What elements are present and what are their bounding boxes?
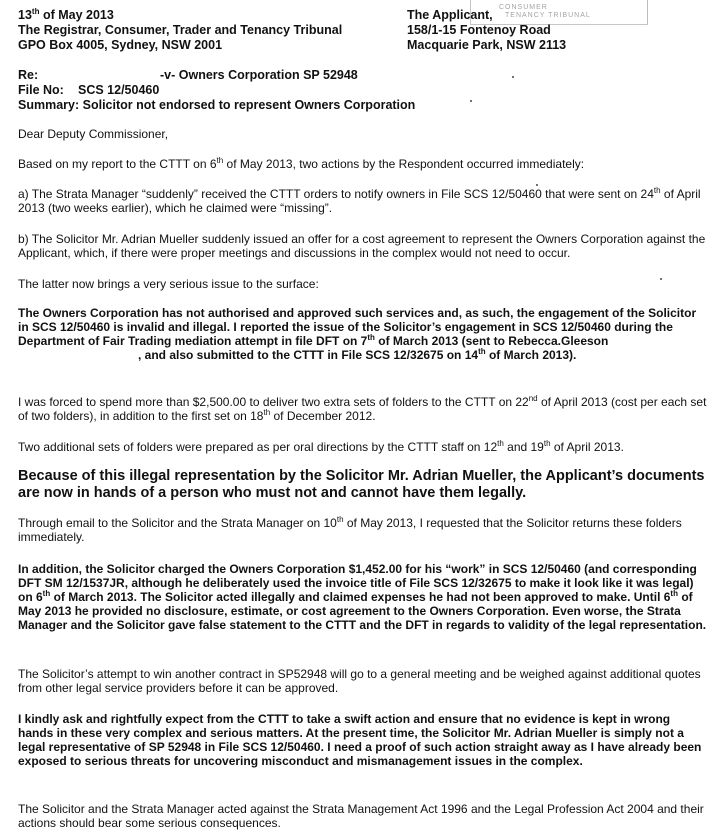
paragraph-13: The Solicitor and the Strata Manager acted against the Strata Management Act 1996 and the Legal Profession Act 2004 and their actions should bear some serious consequences.	[18, 802, 704, 830]
reference-block	[18, 68, 708, 113]
paragraph-9: Through email to the Solicitor and the Strata Manager on 10th of May 2013, I requested that the Solicitor returns these folders immediately.	[18, 515, 682, 544]
paragraph-4: The latter now brings a very serious issue to the surface:	[18, 277, 319, 291]
sender-line-3: Macquarie Park, NSW 2113	[407, 38, 567, 52]
letter-date: 13th of May 2013	[18, 6, 114, 22]
re-line: Re: -v- Owners Corporation SP 52948	[18, 68, 358, 82]
scan-speck	[470, 100, 472, 102]
scan-speck	[512, 76, 514, 78]
sender-line-1: The Applicant,	[407, 8, 493, 22]
recipient-line-2: GPO Box 4005, Sydney, NSW 2001	[18, 38, 223, 52]
paragraph-5: The Owners Corporation has not authorised and approved such services and, as such, the engagement of the Solicitor in SCS 12/50460 is invalid and illegal. I reported the issue of the Solicitor’s engagement in SCS 12/50460 during the Department of Fair Trading mediation attempt in file DFT on 7th of March 2013 (sent to Rebecca.Gleeson, and also submitted to the CTTT in File SCS 12/32675 on 14th of March 2013).	[18, 306, 697, 362]
salutation: Dear Deputy Commissioner,	[18, 127, 169, 141]
paragraph-7: Two additional sets of folders were prepared as per oral directions by the CTTT staff on 12th and 19th of April 2013.	[18, 439, 624, 454]
recipient-line-1: The Registrar, Consumer, Trader and Tenancy Tribunal	[18, 23, 343, 37]
paragraph-6: I was forced to spend more than $2,500.00 to deliver two extra sets of folders to the CTTT on 22nd of April 2013 (cost per each set of two folders), in addition to the first set on 18th of December 2012.	[18, 394, 707, 423]
scan-speck	[660, 278, 662, 280]
letter-header-right	[407, 8, 707, 53]
summary-line: Summary: Solicitor not endorsed to represent Owners Corporation	[18, 98, 416, 112]
scan-speck	[536, 184, 538, 186]
paragraph-3: b) The Solicitor Mr. Adrian Mueller suddenly issued an offer for a cost agreement to represent the Owners Corporation against the Applicant, which, if there were proper meetings and discussions in the complex would not need to occur.	[18, 232, 706, 260]
letter-header-left	[18, 8, 398, 53]
paragraph-1: Based on my report to the CTTT on 6th of May 2013, two actions by the Respondent occurred immediately:	[18, 156, 585, 171]
paragraph-8-emphasis: Because of this illegal representation by the Solicitor Mr. Adrian Mueller, the Applicant’s documents are now in hands of a person who must not and cannot have them legally.	[18, 468, 705, 501]
paragraph-11: The Solicitor’s attempt to win another contract in SP52948 will go to a general meeting and be weighed against additional quotes from other legal service providers before it can be approved.	[18, 667, 701, 695]
paragraph-10: In addition, the Solicitor charged the Owners Corporation $1,452.00 for his “work” in SCS 12/50460 (and corresponding DFT SM 12/1537JR, although he deliberately used the invoice title of File SCS 12/32675 to make it look like it was legal) on 6th of March 2013. The Solicitor acted illegally and claimed expenses he had not been approved to make. Until 6th of May 2013 he provided no disclosure, estimate, or cost agreement to the Owners Corporation. Even worse, the Strata Manager and the Solicitor gave false statement to the CTTT and the DFT in regards to validity of the legal representation.	[18, 562, 707, 632]
file-line: File No: SCS 12/50460	[18, 83, 160, 97]
received-stamp: CONSUMER TENANCY TRIBUNAL	[470, 0, 648, 25]
paragraph-12: I kindly ask and rightfully expect from the CTTT to take a swift action and ensure that no evidence is kept in wrong hands in these very complex and serious matters. At the present time, the Solicitor Mr. Adrian Mueller is simply not a legal representative of SP 52948 in File SCS 12/50460. I need a proof of such action straight away as I have already been exposed to serious threats for uncovering misconduct and mismanagement issues in the complex.	[18, 712, 702, 768]
paragraph-2: a) The Strata Manager “suddenly” received the CTTT orders to notify owners in File SCS 12/50460 that were sent on 24th of April 2013 (two weeks earlier), which he claimed were “missing”.	[18, 186, 701, 215]
sender-line-2: 158/1-15 Fontenoy Road	[407, 23, 551, 37]
